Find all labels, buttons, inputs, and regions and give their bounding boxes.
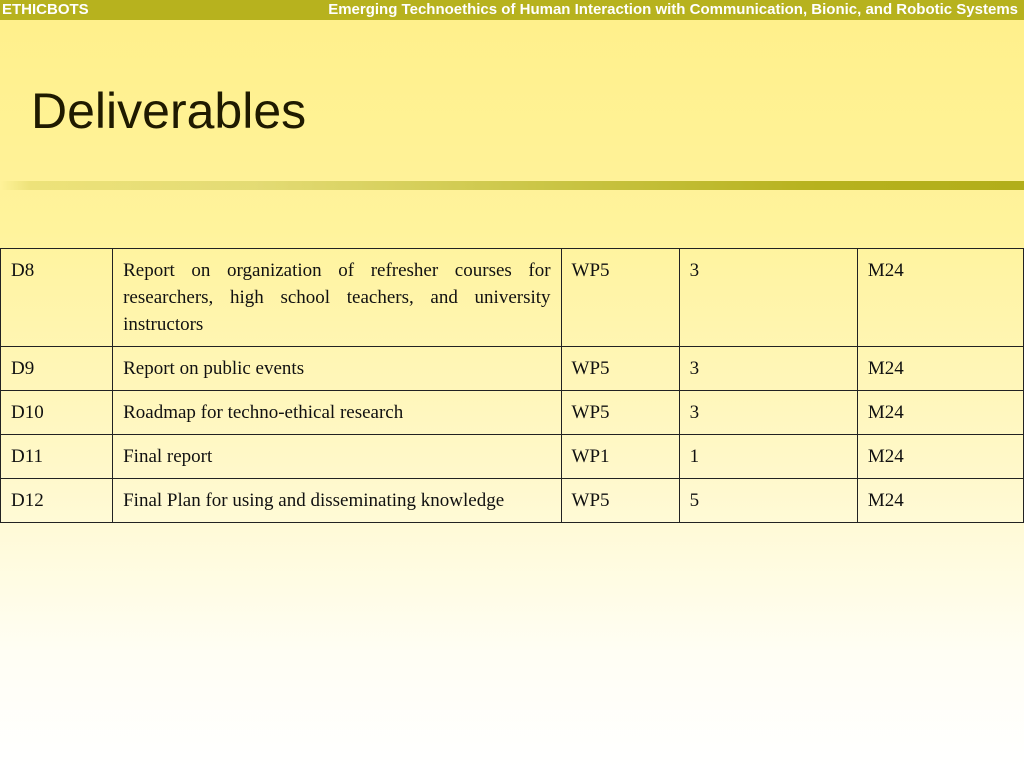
due-month-cell: M24 xyxy=(857,347,1023,391)
work-package-cell: WP5 xyxy=(561,479,679,523)
table-row xyxy=(1,391,1024,435)
due-month-cell: M24 xyxy=(857,435,1023,479)
deliverable-id-cell: D10 xyxy=(1,391,113,435)
work-package-cell: WP5 xyxy=(561,347,679,391)
deliverable-id-cell: D9 xyxy=(1,347,113,391)
table-row xyxy=(1,479,1024,523)
deliverable-id-cell: D8 xyxy=(1,249,113,347)
deliverable-title-cell: Final Plan for using and disseminating knowledge xyxy=(113,479,561,523)
table-row xyxy=(1,249,1024,347)
number-cell: 3 xyxy=(679,391,857,435)
header-bar xyxy=(0,0,1024,20)
work-package-cell: WP5 xyxy=(561,249,679,347)
title-divider xyxy=(0,181,1024,190)
due-month-cell: M24 xyxy=(857,249,1023,347)
deliverable-id-cell: D11 xyxy=(1,435,113,479)
due-month-cell: M24 xyxy=(857,479,1023,523)
deliverable-title-cell: Report on public events xyxy=(113,347,561,391)
work-package-cell: WP5 xyxy=(561,391,679,435)
project-subtitle: Emerging Technoethics of Human Interaction with Communication, Bionic, and Robotic Systems xyxy=(328,1,1018,18)
number-cell: 5 xyxy=(679,479,857,523)
deliverable-title-cell: Final report xyxy=(113,435,561,479)
number-cell: 3 xyxy=(679,249,857,347)
work-package-cell: WP1 xyxy=(561,435,679,479)
deliverable-id-cell: D12 xyxy=(1,479,113,523)
slide-title: Deliverables xyxy=(31,83,307,139)
number-cell: 1 xyxy=(679,435,857,479)
table-row xyxy=(1,435,1024,479)
project-name: ETHICBOTS xyxy=(2,1,89,18)
deliverable-title-cell: Report on organization of refresher courses for researchers, high school teachers, and university instructors xyxy=(113,249,561,347)
deliverable-title-cell: Roadmap for techno-ethical research xyxy=(113,391,561,435)
deliverables-table xyxy=(0,248,1024,523)
due-month-cell: M24 xyxy=(857,391,1023,435)
number-cell: 3 xyxy=(679,347,857,391)
table-row xyxy=(1,347,1024,391)
